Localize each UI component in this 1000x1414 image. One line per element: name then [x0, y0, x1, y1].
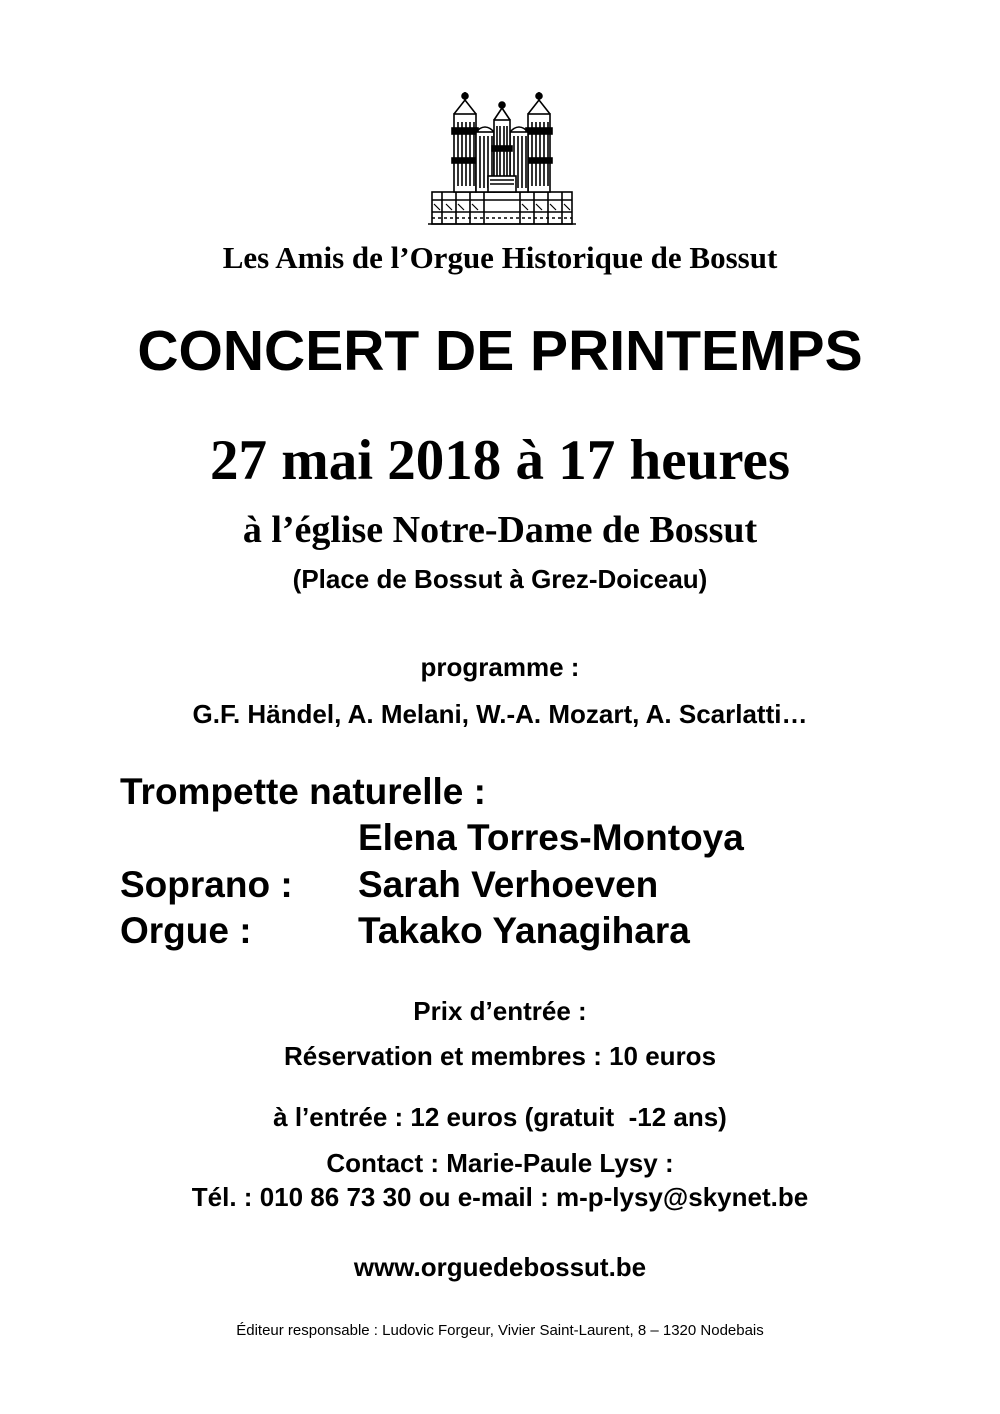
publisher-note: Éditeur responsable : Ludovic Forgeur, Vivier Saint-Laurent, 8 – 1320 Nodebais: [236, 1322, 764, 1339]
programme-composers: G.F. Händel, A. Melani, W.-A. Mozart, A. Scarlatti…: [192, 699, 808, 729]
organization-name: Les Amis de l’Orgue Historique de Bossut: [222, 240, 778, 275]
contact-details[interactable]: Tél. : 010 86 73 30 ou e-mail : m-p-lysy@skynet.be: [191, 1182, 809, 1212]
organ-icon: [428, 88, 576, 230]
performer-role-organ: Orgue :: [120, 910, 252, 951]
performer-name-soprano: Sarah Verhoeven: [358, 864, 659, 905]
programme-heading: programme :: [420, 652, 580, 682]
performer-role-trumpet: Trompette naturelle :: [120, 771, 486, 812]
website-link[interactable]: www.orguedebossut.be: [353, 1252, 647, 1282]
performer-role-soprano: Soprano :: [120, 864, 293, 905]
contact-name: Contact : Marie-Paule Lysy :: [326, 1148, 674, 1178]
pricing-reservation: Réservation et membres : 10 euros: [283, 1041, 717, 1071]
event-address: (Place de Bossut à Grez-Doiceau): [292, 564, 708, 594]
performer-name-trumpet: Elena Torres-Montoya: [358, 817, 744, 858]
performer-name-organ: Takako Yanagihara: [358, 910, 690, 951]
pricing-heading: Prix d’entrée :: [413, 996, 587, 1026]
event-venue: à l’église Notre-Dame de Bossut: [242, 509, 758, 551]
pricing-door: à l’entrée : 12 euros (gratuit -12 ans): [273, 1102, 727, 1132]
event-datetime: 27 mai 2018 à 17 heures: [209, 429, 791, 492]
event-title: CONCERT DE PRINTEMPS: [137, 319, 863, 383]
